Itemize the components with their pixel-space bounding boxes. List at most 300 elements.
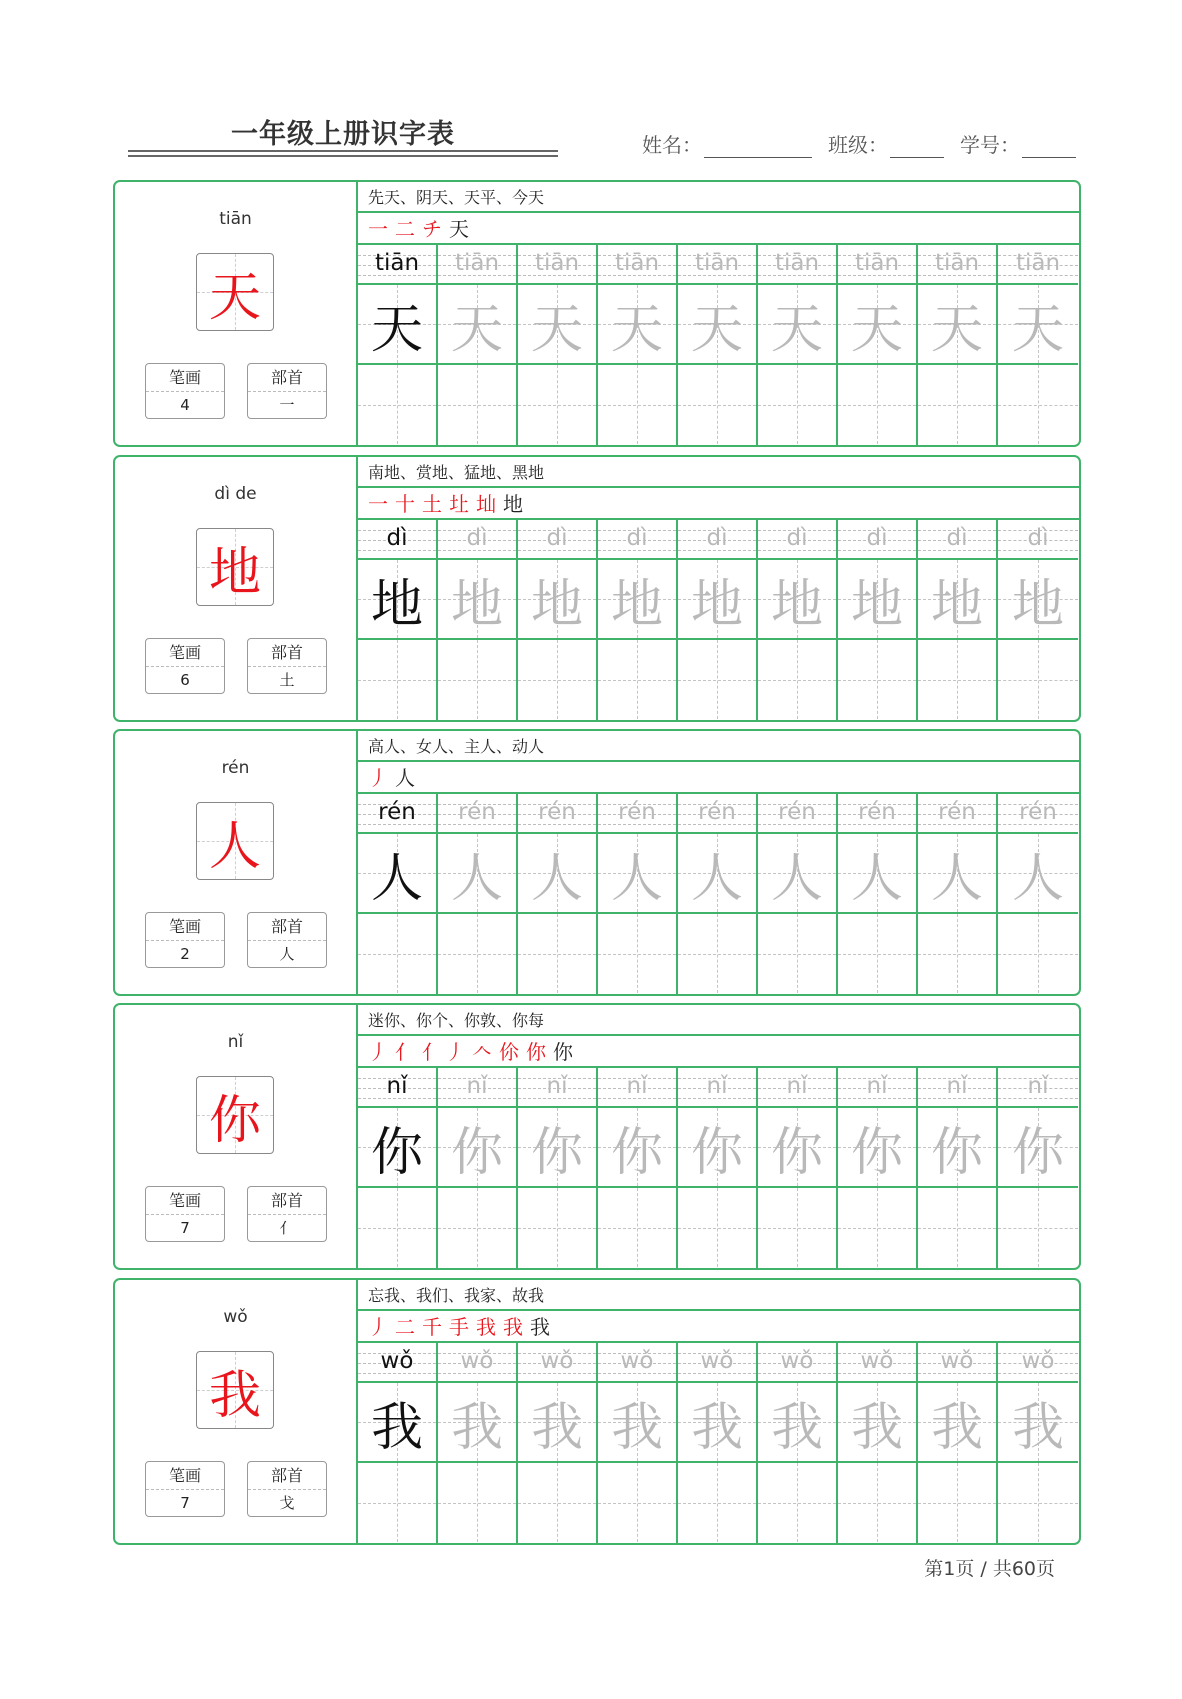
stroke-step: 亻: [395, 1040, 418, 1064]
pinyin-cell[interactable]: [678, 1343, 756, 1383]
blank-practice-cell[interactable]: [678, 1188, 756, 1267]
student-number-field[interactable]: [960, 129, 1076, 158]
pinyin-trace: rén: [938, 799, 976, 825]
practice-column: [598, 245, 678, 445]
character-trace: 人: [850, 848, 903, 909]
pinyin-cell[interactable]: [598, 245, 676, 285]
blank-practice-cell[interactable]: [838, 365, 916, 444]
practice-column: [838, 1343, 918, 1543]
radical-label: 部首: [248, 913, 326, 941]
practice-column: [518, 794, 598, 994]
practice-column: [758, 794, 838, 994]
radical-value: 人: [279, 945, 295, 963]
radical-box: [247, 638, 327, 694]
character-trace: 我: [770, 1397, 823, 1458]
character-cell[interactable]: [678, 560, 756, 640]
character-glyph: 你: [208, 1090, 261, 1151]
stroke-step: 千: [422, 1315, 445, 1339]
stroke-count-value: 6: [180, 671, 190, 689]
radical-box: [247, 912, 327, 968]
character-trace: 你: [610, 1122, 663, 1183]
blank-practice-cell[interactable]: [678, 1463, 756, 1542]
character-trace: 我: [850, 1397, 903, 1458]
practice-column: [758, 520, 838, 720]
pinyin-cell[interactable]: [998, 245, 1078, 285]
character-cell[interactable]: [358, 1383, 436, 1463]
pinyin-trace: rén: [538, 799, 576, 825]
character-cell[interactable]: [838, 560, 916, 640]
character-cell[interactable]: [438, 560, 516, 640]
character-display-box: [196, 802, 274, 880]
pinyin-cell[interactable]: [678, 1068, 756, 1108]
radical-value: 亻: [279, 1219, 295, 1237]
blank-practice-cell[interactable]: [358, 914, 436, 993]
blank-practice-cell[interactable]: [598, 640, 676, 719]
character-pinyin: nǐ: [227, 1032, 244, 1052]
pinyin-trace: wǒ: [940, 1348, 974, 1374]
pinyin-trace: dì: [866, 525, 888, 551]
pinyin-cell[interactable]: [438, 794, 516, 834]
pinyin-trace: nǐ: [626, 1073, 648, 1099]
character-trace: 地: [450, 574, 503, 635]
character-trace: 地: [930, 574, 983, 635]
character-trace: 地: [1011, 574, 1064, 635]
blank-practice-cell[interactable]: [438, 1188, 516, 1267]
blank-practice-cell[interactable]: [518, 1463, 596, 1542]
practice-column: [998, 520, 1078, 720]
stroke-count-label: 笔画: [146, 364, 224, 392]
character-pinyin: wǒ: [223, 1307, 248, 1327]
example-words: 迷你、你个、你敦、你每: [358, 1005, 1079, 1036]
radical-label: 部首: [248, 1187, 326, 1215]
blank-practice-cell[interactable]: [518, 365, 596, 444]
blank-practice-cell[interactable]: [918, 1463, 996, 1542]
character-cell[interactable]: [998, 285, 1078, 365]
practice-column: [438, 1343, 518, 1543]
blank-practice-cell[interactable]: [678, 640, 756, 719]
stroke-step: 我: [503, 1315, 526, 1339]
stroke-step: チ: [422, 217, 445, 241]
character-trace: 人: [770, 848, 823, 909]
character-cell[interactable]: [758, 285, 836, 365]
character-display-box: [196, 1076, 274, 1154]
character-trace: 我: [690, 1397, 743, 1458]
blank-practice-cell[interactable]: [998, 1188, 1078, 1267]
practice-column: [678, 1068, 758, 1268]
blank-practice-cell[interactable]: [678, 365, 756, 444]
pinyin-cell[interactable]: [358, 1343, 436, 1383]
character-cell[interactable]: [678, 1383, 756, 1463]
example-words: 南地、赏地、猛地、黑地: [358, 457, 1079, 488]
character-trace: 人: [450, 848, 503, 909]
practice-column: [838, 520, 918, 720]
character-cell[interactable]: [838, 1383, 916, 1463]
practice-column: [758, 1068, 838, 1268]
character-trace: 天: [770, 299, 823, 360]
stroke-order: [358, 1311, 1079, 1343]
pinyin-cell[interactable]: [998, 794, 1078, 834]
practice-panel: [358, 457, 1079, 720]
stroke-order: [358, 213, 1079, 245]
pinyin-cell[interactable]: [598, 1068, 676, 1108]
pinyin-cell[interactable]: [518, 794, 596, 834]
pinyin-cell[interactable]: [678, 794, 756, 834]
blank-practice-cell[interactable]: [918, 1188, 996, 1267]
pinyin-cell[interactable]: [358, 520, 436, 560]
stroke-step: 人: [395, 766, 418, 790]
blank-practice-cell[interactable]: [438, 1463, 516, 1542]
pinyin-cell[interactable]: [998, 520, 1078, 560]
practice-column: [598, 794, 678, 994]
pinyin-cell[interactable]: [358, 245, 436, 285]
character-cell[interactable]: [358, 834, 436, 914]
student-info: [626, 129, 1076, 158]
pinyin-trace: dì: [546, 525, 568, 551]
practice-column: [678, 520, 758, 720]
practice-column: [598, 1068, 678, 1268]
student-number-label: 学号：: [960, 133, 1020, 157]
practice-column: [518, 520, 598, 720]
blank-practice-cell[interactable]: [358, 1188, 436, 1267]
pinyin-trace: dì: [626, 525, 648, 551]
pinyin-cell[interactable]: [518, 520, 596, 560]
example-words: 先天、阴天、天平、今天: [358, 182, 1079, 213]
practice-grid: [358, 1068, 1079, 1268]
practice-column: [998, 794, 1078, 994]
stroke-count-box: [145, 1186, 225, 1242]
radical-value: 一: [279, 396, 295, 414]
blank-practice-cell[interactable]: [998, 365, 1078, 444]
radical-label: 部首: [248, 639, 326, 667]
character-trace: 我: [370, 1397, 423, 1458]
character-cell[interactable]: [598, 285, 676, 365]
blank-practice-cell[interactable]: [758, 914, 836, 993]
blank-practice-cell[interactable]: [598, 914, 676, 993]
blank-practice-cell[interactable]: [358, 365, 436, 444]
pinyin-trace: rén: [1019, 799, 1057, 825]
pinyin-trace: nǐ: [786, 1073, 808, 1099]
blank-practice-cell[interactable]: [358, 640, 436, 719]
student-number-blank[interactable]: [1022, 135, 1076, 158]
practice-grid: [358, 1343, 1079, 1543]
character-cell[interactable]: [598, 560, 676, 640]
character-cell[interactable]: [358, 560, 436, 640]
stroke-count-value: 7: [180, 1494, 190, 1512]
stroke-count-value: 2: [180, 945, 190, 963]
radical-box: [247, 363, 327, 419]
character-trace: 你: [850, 1122, 903, 1183]
pinyin-cell[interactable]: [838, 1068, 916, 1108]
pinyin-cell[interactable]: [358, 1068, 436, 1108]
radical-value: 戈: [279, 1494, 295, 1512]
character-cell[interactable]: [758, 560, 836, 640]
practice-column: [918, 520, 998, 720]
character-cell[interactable]: [678, 285, 756, 365]
character-glyph: 我: [208, 1365, 261, 1426]
pinyin-trace: rén: [778, 799, 816, 825]
blank-practice-cell[interactable]: [838, 1188, 916, 1267]
blank-practice-cell[interactable]: [438, 640, 516, 719]
character-cell[interactable]: [758, 1383, 836, 1463]
pinyin-cell[interactable]: [598, 520, 676, 560]
worksheet-title: 一年级上册识字表: [231, 119, 455, 150]
character-trace: 你: [770, 1122, 823, 1183]
stroke-step: 伱: [499, 1040, 522, 1064]
character-cell[interactable]: [998, 1383, 1078, 1463]
pinyin-trace: rén: [618, 799, 656, 825]
radical-box: [247, 1461, 327, 1517]
character-cell[interactable]: [358, 1108, 436, 1188]
pinyin-cell[interactable]: [838, 794, 916, 834]
pinyin-cell[interactable]: [758, 520, 836, 560]
pinyin-cell[interactable]: [998, 1343, 1078, 1383]
practice-column: [838, 245, 918, 445]
character-trace: 地: [610, 574, 663, 635]
pinyin-cell[interactable]: [598, 794, 676, 834]
character-cell[interactable]: [998, 834, 1078, 914]
character-trace: 天: [690, 299, 743, 360]
example-words: 忘我、我们、我家、故我: [358, 1280, 1079, 1311]
character-glyph: 人: [208, 816, 261, 877]
character-trace: 我: [530, 1397, 583, 1458]
blank-practice-cell[interactable]: [438, 914, 516, 993]
pinyin-cell[interactable]: [918, 520, 996, 560]
blank-practice-cell[interactable]: [598, 365, 676, 444]
character-cell[interactable]: [678, 1108, 756, 1188]
blank-practice-cell[interactable]: [838, 914, 916, 993]
practice-column: [438, 520, 518, 720]
blank-practice-cell[interactable]: [998, 640, 1078, 719]
name-blank[interactable]: [704, 135, 812, 158]
character-trace: 天: [850, 299, 903, 360]
pinyin-trace: wǒ: [1021, 1348, 1055, 1374]
practice-panel: [358, 731, 1079, 994]
character-cell[interactable]: [838, 1108, 916, 1188]
character-cell[interactable]: [518, 560, 596, 640]
blank-practice-cell[interactable]: [518, 640, 596, 719]
pinyin-cell[interactable]: [918, 1068, 996, 1108]
practice-panel: [358, 182, 1079, 445]
stroke-step: 丿: [368, 766, 391, 790]
pinyin-trace: tiān: [774, 250, 820, 276]
pinyin-cell[interactable]: [438, 520, 516, 560]
character-cell[interactable]: [438, 1108, 516, 1188]
stroke-step: 十: [395, 492, 418, 516]
pinyin-trace: wǒ: [540, 1348, 574, 1374]
practice-column: [678, 794, 758, 994]
stroke-step: 我: [530, 1315, 553, 1339]
character-cell[interactable]: [918, 834, 996, 914]
stroke-count-box: [145, 363, 225, 419]
stroke-step: 圸: [476, 492, 499, 516]
practice-panel: [358, 1280, 1079, 1543]
character-cell[interactable]: [438, 1383, 516, 1463]
character-trace: 你: [690, 1122, 743, 1183]
character-cell[interactable]: [918, 560, 996, 640]
pinyin-cell[interactable]: [838, 245, 916, 285]
blank-practice-cell[interactable]: [998, 1463, 1078, 1542]
blank-practice-cell[interactable]: [758, 1463, 836, 1542]
character-info-panel: [115, 182, 358, 445]
blank-practice-cell[interactable]: [918, 640, 996, 719]
stroke-step: 二: [395, 217, 418, 241]
character-trace: 人: [1011, 848, 1064, 909]
character-trace: 我: [930, 1397, 983, 1458]
blank-practice-cell[interactable]: [838, 640, 916, 719]
character-cell[interactable]: [918, 1383, 996, 1463]
character-cell[interactable]: [678, 834, 756, 914]
character-display-box: [196, 528, 274, 606]
stroke-count-label: 笔画: [146, 1462, 224, 1490]
stroke-count-box: [145, 1461, 225, 1517]
stroke-step: 丿: [368, 1315, 391, 1339]
stroke-step: 圵: [449, 492, 472, 516]
character-cell[interactable]: [918, 285, 996, 365]
blank-practice-cell[interactable]: [598, 1188, 676, 1267]
practice-column: [758, 245, 838, 445]
character-glyph: 天: [208, 267, 261, 328]
pinyin-trace: wǒ: [380, 1348, 414, 1374]
pinyin-cell[interactable]: [598, 1343, 676, 1383]
blank-practice-cell[interactable]: [518, 1188, 596, 1267]
stroke-step: 𠆢: [472, 1040, 495, 1064]
practice-panel: [358, 1005, 1079, 1268]
blank-practice-cell[interactable]: [918, 365, 996, 444]
blank-practice-cell[interactable]: [758, 1188, 836, 1267]
blank-practice-cell[interactable]: [758, 365, 836, 444]
pinyin-cell[interactable]: [358, 794, 436, 834]
pinyin-trace: nǐ: [706, 1073, 728, 1099]
stroke-count-value: 7: [180, 1219, 190, 1237]
blank-practice-cell[interactable]: [758, 640, 836, 719]
pinyin-trace: wǒ: [460, 1348, 494, 1374]
pinyin-trace: tiān: [454, 250, 500, 276]
character-cell[interactable]: [438, 834, 516, 914]
practice-grid: [358, 245, 1079, 445]
character-cell[interactable]: [758, 834, 836, 914]
character-pinyin: dì de: [214, 484, 257, 504]
character-cell[interactable]: [598, 834, 676, 914]
stroke-step: 天: [449, 217, 472, 241]
practice-column: [758, 1343, 838, 1543]
practice-column: [438, 794, 518, 994]
pinyin-cell[interactable]: [518, 1068, 596, 1108]
blank-practice-cell[interactable]: [918, 914, 996, 993]
blank-practice-cell[interactable]: [518, 914, 596, 993]
character-trace: 你: [530, 1122, 583, 1183]
blank-practice-cell[interactable]: [598, 1463, 676, 1542]
character-cell[interactable]: [998, 1108, 1078, 1188]
blank-practice-cell[interactable]: [678, 914, 756, 993]
character-card: [113, 180, 1081, 447]
character-cell[interactable]: [998, 560, 1078, 640]
stroke-count-box: [145, 912, 225, 968]
pinyin-cell[interactable]: [918, 245, 996, 285]
character-display-box: [196, 253, 274, 331]
stroke-step: 一: [368, 492, 391, 516]
pinyin-cell[interactable]: [438, 245, 516, 285]
character-cell[interactable]: [598, 1383, 676, 1463]
pinyin-trace: dì: [386, 525, 408, 551]
blank-practice-cell[interactable]: [438, 365, 516, 444]
pinyin-trace: nǐ: [546, 1073, 568, 1099]
pinyin-trace: wǒ: [860, 1348, 894, 1374]
pinyin-trace: dì: [946, 525, 968, 551]
character-cell[interactable]: [518, 1383, 596, 1463]
pinyin-cell[interactable]: [998, 1068, 1078, 1108]
stroke-step: 丿: [368, 1040, 391, 1064]
pinyin-cell[interactable]: [758, 794, 836, 834]
pinyin-cell[interactable]: [518, 245, 596, 285]
pinyin-cell[interactable]: [758, 245, 836, 285]
character-cell[interactable]: [358, 285, 436, 365]
character-trace: 我: [1011, 1397, 1064, 1458]
character-trace: 天: [1011, 299, 1064, 360]
blank-practice-cell[interactable]: [358, 1463, 436, 1542]
pinyin-trace: tiān: [854, 250, 900, 276]
character-cell[interactable]: [598, 1108, 676, 1188]
character-trace: 地: [690, 574, 743, 635]
pinyin-cell[interactable]: [438, 1068, 516, 1108]
class-field[interactable]: [828, 129, 944, 158]
practice-grid: [358, 520, 1079, 720]
character-cell[interactable]: [518, 285, 596, 365]
stroke-step: 你: [553, 1040, 576, 1064]
class-label: 班级：: [828, 133, 888, 157]
character-trace: 我: [610, 1397, 663, 1458]
character-trace: 地: [770, 574, 823, 635]
pinyin-cell[interactable]: [838, 520, 916, 560]
pinyin-trace: wǒ: [620, 1348, 654, 1374]
pinyin-cell[interactable]: [678, 245, 756, 285]
pinyin-trace: tiān: [374, 250, 420, 276]
pinyin-cell[interactable]: [678, 520, 756, 560]
practice-column: [918, 245, 998, 445]
character-cell[interactable]: [518, 1108, 596, 1188]
character-cell[interactable]: [438, 285, 516, 365]
name-field[interactable]: [642, 129, 812, 158]
character-info-panel: [115, 1005, 358, 1268]
class-blank[interactable]: [890, 135, 944, 158]
title-underline: [128, 150, 558, 152]
radical-value: 土: [279, 671, 295, 689]
character-cell[interactable]: [918, 1108, 996, 1188]
pinyin-cell[interactable]: [758, 1343, 836, 1383]
pinyin-trace: tiān: [934, 250, 980, 276]
blank-practice-cell[interactable]: [998, 914, 1078, 993]
radical-label: 部首: [248, 364, 326, 392]
pinyin-cell[interactable]: [438, 1343, 516, 1383]
pinyin-trace: tiān: [1015, 250, 1061, 276]
pinyin-trace: tiān: [534, 250, 580, 276]
character-trace: 你: [930, 1122, 983, 1183]
pinyin-cell[interactable]: [838, 1343, 916, 1383]
character-card: [113, 455, 1081, 722]
character-cell[interactable]: [758, 1108, 836, 1188]
practice-column: [838, 1068, 918, 1268]
pinyin-cell[interactable]: [918, 1343, 996, 1383]
pinyin-cell[interactable]: [518, 1343, 596, 1383]
character-cell[interactable]: [518, 834, 596, 914]
blank-practice-cell[interactable]: [838, 1463, 916, 1542]
character-cell[interactable]: [838, 834, 916, 914]
character-cell[interactable]: [838, 285, 916, 365]
stroke-step: 手: [449, 1315, 472, 1339]
stroke-step: 地: [503, 492, 526, 516]
practice-column: [358, 520, 438, 720]
pinyin-cell[interactable]: [758, 1068, 836, 1108]
pinyin-cell[interactable]: [918, 794, 996, 834]
